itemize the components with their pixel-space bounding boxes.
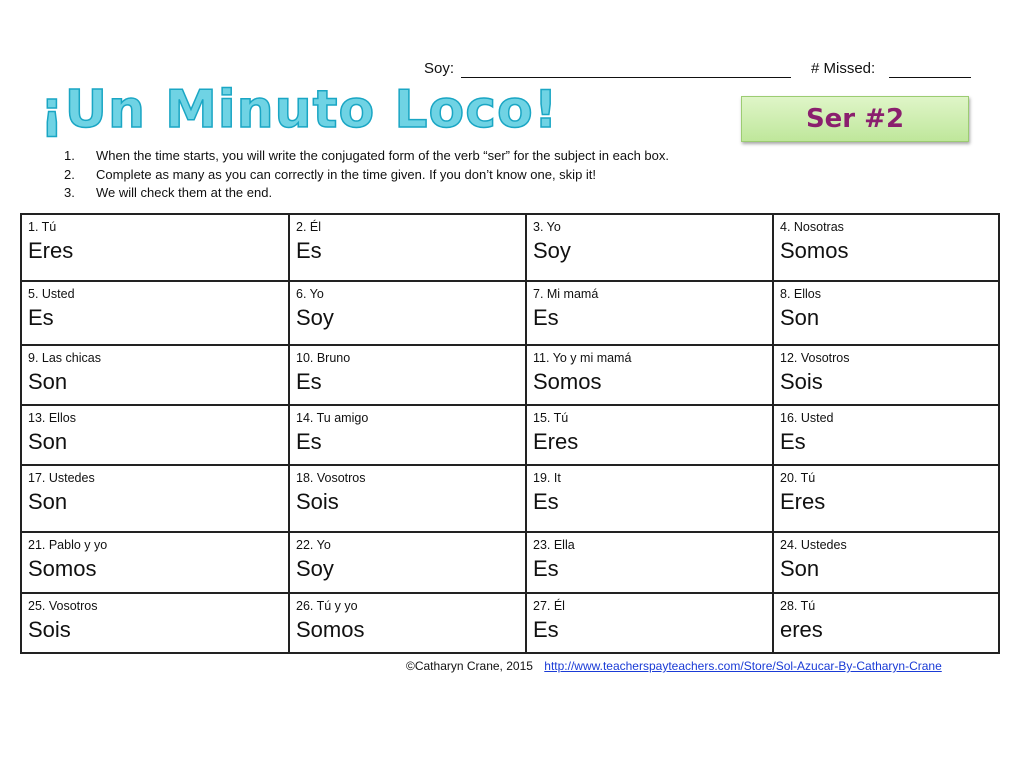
grid-cell[interactable] (773, 345, 999, 405)
cell-prompt: 20. Tú (780, 471, 816, 485)
cell-prompt: 8. Ellos (780, 287, 821, 301)
grid-cell[interactable] (526, 345, 773, 405)
grid-cell[interactable] (773, 532, 999, 593)
cell-answer: Eres (533, 429, 579, 454)
grid-cell[interactable] (526, 593, 773, 653)
verb-badge: Ser #2 (741, 96, 969, 142)
cell-prompt: 14. Tu amigo (296, 411, 369, 425)
cell-answer: Eres (780, 489, 826, 514)
cell-prompt: 9. Las chicas (28, 351, 101, 365)
cell-answer: Sois (296, 489, 339, 514)
cell-answer: Es (533, 305, 559, 330)
cell-answer: Eres (28, 238, 74, 263)
cell-answer: Soy (533, 238, 571, 263)
grid-cell[interactable] (21, 405, 289, 465)
cell-answer: Son (28, 369, 68, 394)
cell-answer: Es (780, 429, 806, 454)
cell-prompt: 19. It (533, 471, 561, 485)
cell-answer: Es (28, 305, 54, 330)
cell-answer: Somos (533, 369, 602, 394)
cell-prompt: 12. Vosotros (780, 351, 850, 365)
cell-prompt: 27. Él (533, 599, 565, 613)
store-link[interactable]: http://www.teacherspayteachers.com/Store/Sol-Azucar-By-Catharyn-Crane (544, 659, 942, 673)
worksheet-title: ¡Un Minuto Loco! (40, 80, 559, 140)
cell-prompt: 17. Ustedes (28, 471, 95, 485)
instruction-item (64, 166, 784, 185)
grid-cell[interactable] (773, 281, 999, 345)
grid-cell[interactable] (21, 345, 289, 405)
grid-cell[interactable] (289, 281, 526, 345)
grid-cell[interactable] (773, 465, 999, 532)
cell-prompt: 21. Pablo y yo (28, 538, 108, 552)
cell-answer: Es (533, 556, 559, 581)
cell-answer: Es (296, 238, 322, 263)
grid-row (21, 532, 999, 593)
cell-answer: Es (533, 617, 559, 642)
conjugation-grid (20, 213, 1000, 654)
grid-cell[interactable] (773, 593, 999, 653)
name-label: Soy: (424, 60, 455, 77)
instruction-number: 2. (64, 166, 75, 182)
cell-prompt: 25. Vosotros (28, 599, 98, 613)
cell-prompt: 1. Tú (28, 220, 57, 234)
missed-blank-line[interactable] (889, 60, 971, 78)
cell-answer: Somos (780, 238, 849, 263)
instruction-number: 1. (64, 148, 75, 163)
instruction-number: 3. (64, 185, 75, 200)
cell-prompt: 18. Vosotros (296, 471, 366, 485)
header-fields (424, 60, 984, 82)
grid-cell[interactable] (289, 465, 526, 532)
cell-prompt: 15. Tú (533, 411, 569, 425)
instruction-item (64, 184, 784, 203)
cell-answer: Sois (28, 617, 71, 642)
instruction-text: When the time starts, you will write the conjugated form of the verb “ser” for the subject in each box. (96, 148, 669, 163)
cell-prompt: 3. Yo (533, 220, 561, 234)
grid-cell[interactable] (21, 532, 289, 593)
cell-prompt: 5. Usted (28, 287, 75, 301)
cell-prompt: 23. Ella (533, 538, 575, 552)
cell-answer: Somos (296, 617, 365, 642)
grid-row (21, 405, 999, 465)
cell-prompt: 11. Yo y mi mamá (533, 351, 632, 365)
cell-answer: Sois (780, 369, 823, 394)
grid-cell[interactable] (21, 465, 289, 532)
grid-cell[interactable] (773, 214, 999, 281)
cell-prompt: 16. Usted (780, 411, 834, 425)
grid-cell[interactable] (526, 465, 773, 532)
grid-body (21, 214, 999, 653)
grid-cell[interactable] (289, 532, 526, 593)
cell-answer: Soy (296, 556, 334, 581)
cell-prompt: 26. Tú y yo (296, 599, 358, 613)
grid-cell[interactable] (526, 281, 773, 345)
cell-answer: Son (28, 489, 68, 514)
grid-row (21, 593, 999, 653)
cell-answer: Es (533, 489, 559, 514)
grid-cell[interactable] (289, 593, 526, 653)
missed-label: # Missed: (811, 60, 876, 77)
copyright-text: ©Catharyn Crane, 2015 (406, 659, 533, 673)
cell-answer: Es (296, 369, 322, 394)
grid-cell[interactable] (289, 345, 526, 405)
grid-cell[interactable] (773, 405, 999, 465)
instruction-text: We will check them at the end. (96, 185, 273, 200)
grid-cell[interactable] (526, 405, 773, 465)
cell-prompt: 2. Él (296, 220, 322, 234)
grid-cell[interactable] (21, 214, 289, 281)
cell-answer: Es (296, 429, 322, 454)
instruction-item (64, 147, 784, 166)
grid-row (21, 281, 999, 345)
instruction-text: Complete as many as you can correctly in the time given. If you don’t know one, skip it! (96, 166, 597, 182)
footer (406, 659, 976, 673)
cell-answer: Somos (28, 556, 97, 581)
name-blank-line[interactable] (461, 60, 791, 78)
cell-prompt: 10. Bruno (296, 351, 351, 365)
grid-cell[interactable] (526, 214, 773, 281)
grid-row (21, 345, 999, 405)
cell-prompt: 22. Yo (296, 538, 331, 552)
cell-answer: Son (780, 305, 820, 330)
grid-cell[interactable] (289, 214, 526, 281)
grid-cell[interactable] (21, 593, 289, 653)
cell-prompt: 7. Mi mamá (533, 287, 599, 301)
cell-answer: Son (28, 429, 68, 454)
cell-answer: Soy (296, 305, 334, 330)
grid-cell[interactable] (21, 281, 289, 345)
grid-row (21, 465, 999, 532)
cell-prompt: 13. Ellos (28, 411, 76, 425)
grid-cell[interactable] (289, 405, 526, 465)
grid-cell[interactable] (526, 532, 773, 593)
cell-answer: eres (780, 617, 823, 642)
cell-prompt: 6. Yo (296, 287, 324, 301)
cell-prompt: 24. Ustedes (780, 538, 847, 552)
cell-answer: Son (780, 556, 820, 581)
cell-prompt: 4. Nosotras (780, 220, 844, 234)
cell-prompt: 28. Tú (780, 599, 816, 613)
instructions-list (64, 147, 784, 203)
grid-row (21, 214, 999, 281)
